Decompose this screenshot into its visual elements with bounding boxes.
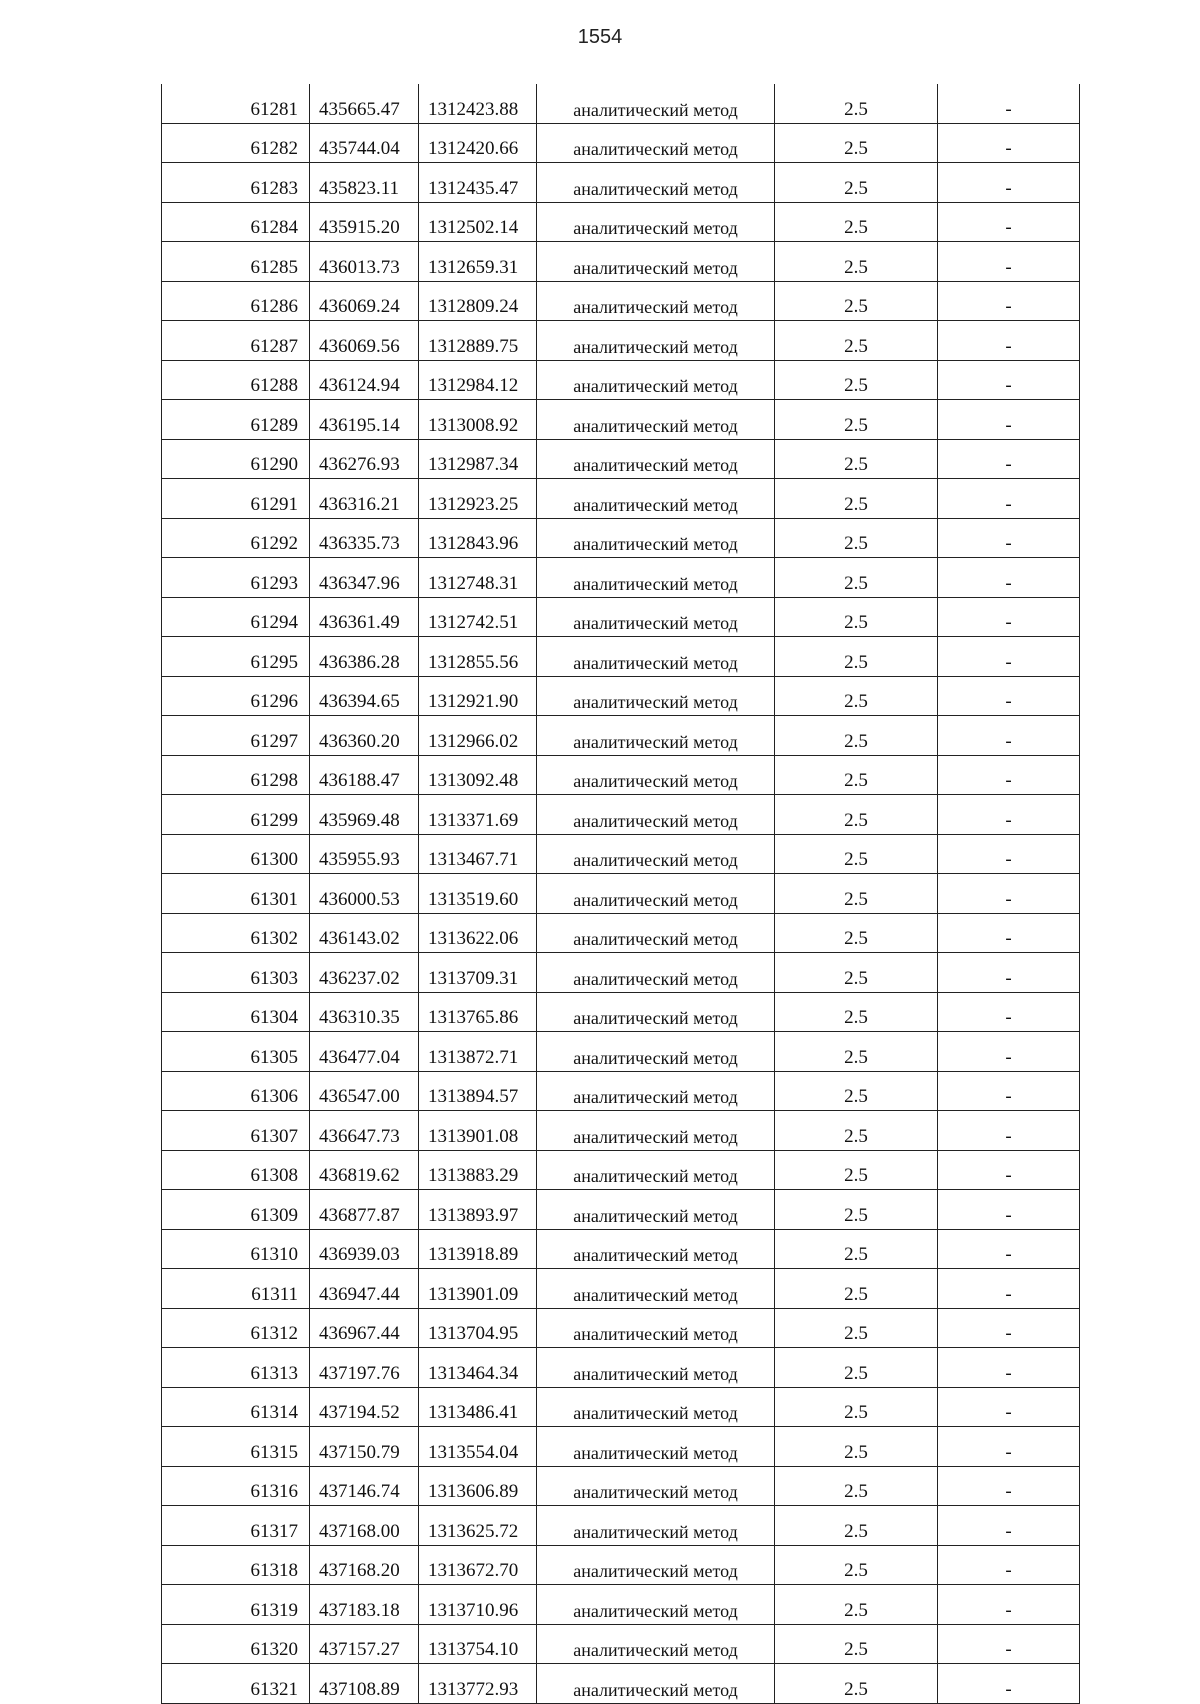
x-coordinate-cell: 435744.04	[310, 123, 419, 163]
accuracy-cell: 2.5	[775, 1308, 938, 1348]
note-cell: -	[938, 1348, 1080, 1388]
y-coordinate-cell: 1313710.96	[419, 1585, 537, 1625]
y-coordinate-cell: 1313464.34	[419, 1348, 537, 1388]
x-coordinate-cell: 436069.24	[310, 281, 419, 321]
y-coordinate-cell: 1313672.70	[419, 1545, 537, 1585]
x-coordinate-cell: 436310.35	[310, 992, 419, 1032]
method-cell: аналитический метод	[537, 795, 775, 835]
point-number-cell: 61298	[162, 755, 310, 795]
accuracy-cell: 2.5	[775, 676, 938, 716]
note-cell: -	[938, 1269, 1080, 1309]
point-number-cell: 61301	[162, 874, 310, 914]
table-row	[162, 1664, 1080, 1704]
point-number-cell: 61317	[162, 1506, 310, 1546]
method-cell: аналитический метод	[537, 242, 775, 282]
accuracy-cell: 2.5	[775, 913, 938, 953]
accuracy-cell: 2.5	[775, 834, 938, 874]
accuracy-cell: 2.5	[775, 1624, 938, 1664]
point-number-cell: 61288	[162, 360, 310, 400]
table-row	[162, 913, 1080, 953]
table-row	[162, 1545, 1080, 1585]
table-row	[162, 518, 1080, 558]
note-cell: -	[938, 242, 1080, 282]
accuracy-cell: 2.5	[775, 1387, 938, 1427]
note-cell: -	[938, 360, 1080, 400]
method-cell: аналитический метод	[537, 1269, 775, 1309]
accuracy-cell: 2.5	[775, 242, 938, 282]
method-cell: аналитический метод	[537, 953, 775, 993]
table-row	[162, 242, 1080, 282]
point-number-cell: 61307	[162, 1111, 310, 1151]
table-row	[162, 281, 1080, 321]
table-row	[162, 1624, 1080, 1664]
method-cell: аналитический метод	[537, 1545, 775, 1585]
note-cell: -	[938, 1585, 1080, 1625]
y-coordinate-cell: 1312435.47	[419, 163, 537, 203]
table-row	[162, 834, 1080, 874]
note-cell: -	[938, 1387, 1080, 1427]
x-coordinate-cell: 436335.73	[310, 518, 419, 558]
y-coordinate-cell: 1312921.90	[419, 676, 537, 716]
table-row	[162, 558, 1080, 598]
method-cell: аналитический метод	[537, 202, 775, 242]
table-row	[162, 1308, 1080, 1348]
point-number-cell: 61304	[162, 992, 310, 1032]
accuracy-cell: 2.5	[775, 795, 938, 835]
x-coordinate-cell: 436000.53	[310, 874, 419, 914]
table-row	[162, 1427, 1080, 1467]
note-cell: -	[938, 795, 1080, 835]
table-row	[162, 1190, 1080, 1230]
method-cell: аналитический метод	[537, 558, 775, 598]
y-coordinate-cell: 1312889.75	[419, 321, 537, 361]
method-cell: аналитический метод	[537, 400, 775, 440]
note-cell: -	[938, 1032, 1080, 1072]
accuracy-cell: 2.5	[775, 1190, 938, 1230]
y-coordinate-cell: 1312923.25	[419, 479, 537, 519]
x-coordinate-cell: 436967.44	[310, 1308, 419, 1348]
table-row	[162, 716, 1080, 756]
x-coordinate-cell: 436394.65	[310, 676, 419, 716]
accuracy-cell: 2.5	[775, 1506, 938, 1546]
table-row	[162, 992, 1080, 1032]
point-number-cell: 61285	[162, 242, 310, 282]
accuracy-cell: 2.5	[775, 874, 938, 914]
accuracy-cell: 2.5	[775, 1111, 938, 1151]
y-coordinate-cell: 1313765.86	[419, 992, 537, 1032]
note-cell: -	[938, 1545, 1080, 1585]
method-cell: аналитический метод	[537, 1466, 775, 1506]
method-cell: аналитический метод	[537, 755, 775, 795]
point-number-cell: 61308	[162, 1150, 310, 1190]
y-coordinate-cell: 1313918.89	[419, 1229, 537, 1269]
x-coordinate-cell: 436877.87	[310, 1190, 419, 1230]
table-body	[162, 84, 1080, 1703]
x-coordinate-cell: 437168.00	[310, 1506, 419, 1546]
method-cell: аналитический метод	[537, 518, 775, 558]
note-cell: -	[938, 558, 1080, 598]
x-coordinate-cell: 435969.48	[310, 795, 419, 835]
x-coordinate-cell: 436347.96	[310, 558, 419, 598]
method-cell: аналитический метод	[537, 123, 775, 163]
note-cell: -	[938, 439, 1080, 479]
point-number-cell: 61300	[162, 834, 310, 874]
point-number-cell: 61306	[162, 1071, 310, 1111]
table-row	[162, 1348, 1080, 1388]
method-cell: аналитический метод	[537, 1624, 775, 1664]
x-coordinate-cell: 436237.02	[310, 953, 419, 993]
x-coordinate-cell: 437108.89	[310, 1664, 419, 1704]
x-coordinate-cell: 437168.20	[310, 1545, 419, 1585]
x-coordinate-cell: 437157.27	[310, 1624, 419, 1664]
x-coordinate-cell: 436069.56	[310, 321, 419, 361]
method-cell: аналитический метод	[537, 874, 775, 914]
accuracy-cell: 2.5	[775, 755, 938, 795]
x-coordinate-cell: 437150.79	[310, 1427, 419, 1467]
note-cell: -	[938, 1229, 1080, 1269]
accuracy-cell: 2.5	[775, 558, 938, 598]
method-cell: аналитический метод	[537, 1506, 775, 1546]
y-coordinate-cell: 1313486.41	[419, 1387, 537, 1427]
point-number-cell: 61320	[162, 1624, 310, 1664]
accuracy-cell: 2.5	[775, 439, 938, 479]
accuracy-cell: 2.5	[775, 1664, 938, 1704]
x-coordinate-cell: 436124.94	[310, 360, 419, 400]
x-coordinate-cell: 436276.93	[310, 439, 419, 479]
point-number-cell: 61291	[162, 479, 310, 519]
point-number-cell: 61294	[162, 597, 310, 637]
method-cell: аналитический метод	[537, 1308, 775, 1348]
table-row	[162, 321, 1080, 361]
x-coordinate-cell: 436361.49	[310, 597, 419, 637]
note-cell: -	[938, 321, 1080, 361]
x-coordinate-cell: 436947.44	[310, 1269, 419, 1309]
method-cell: аналитический метод	[537, 360, 775, 400]
note-cell: -	[938, 992, 1080, 1032]
x-coordinate-cell: 435915.20	[310, 202, 419, 242]
point-number-cell: 61311	[162, 1269, 310, 1309]
accuracy-cell: 2.5	[775, 1032, 938, 1072]
method-cell: аналитический метод	[537, 637, 775, 677]
x-coordinate-cell: 436360.20	[310, 716, 419, 756]
point-number-cell: 61296	[162, 676, 310, 716]
y-coordinate-cell: 1312748.31	[419, 558, 537, 598]
point-number-cell: 61314	[162, 1387, 310, 1427]
point-number-cell: 61281	[162, 84, 310, 123]
x-coordinate-cell: 435823.11	[310, 163, 419, 203]
table-row	[162, 1229, 1080, 1269]
table-row	[162, 479, 1080, 519]
y-coordinate-cell: 1312502.14	[419, 202, 537, 242]
point-number-cell: 61312	[162, 1308, 310, 1348]
note-cell: -	[938, 676, 1080, 716]
method-cell: аналитический метод	[537, 676, 775, 716]
method-cell: аналитический метод	[537, 84, 775, 123]
accuracy-cell: 2.5	[775, 400, 938, 440]
method-cell: аналитический метод	[537, 1071, 775, 1111]
note-cell: -	[938, 1071, 1080, 1111]
table-row	[162, 1387, 1080, 1427]
method-cell: аналитический метод	[537, 1664, 775, 1704]
method-cell: аналитический метод	[537, 597, 775, 637]
x-coordinate-cell: 437197.76	[310, 1348, 419, 1388]
y-coordinate-cell: 1313754.10	[419, 1624, 537, 1664]
x-coordinate-cell: 436143.02	[310, 913, 419, 953]
y-coordinate-cell: 1313772.93	[419, 1664, 537, 1704]
note-cell: -	[938, 1150, 1080, 1190]
table-row	[162, 1032, 1080, 1072]
note-cell: -	[938, 163, 1080, 203]
table-row	[162, 163, 1080, 203]
note-cell: -	[938, 84, 1080, 123]
y-coordinate-cell: 1313704.95	[419, 1308, 537, 1348]
table-row	[162, 400, 1080, 440]
accuracy-cell: 2.5	[775, 1427, 938, 1467]
table-row	[162, 1585, 1080, 1625]
coordinates-table	[161, 84, 1080, 1704]
note-cell: -	[938, 1664, 1080, 1704]
accuracy-cell: 2.5	[775, 360, 938, 400]
table-row	[162, 84, 1080, 123]
note-cell: -	[938, 637, 1080, 677]
note-cell: -	[938, 597, 1080, 637]
accuracy-cell: 2.5	[775, 1585, 938, 1625]
y-coordinate-cell: 1313622.06	[419, 913, 537, 953]
point-number-cell: 61290	[162, 439, 310, 479]
note-cell: -	[938, 1427, 1080, 1467]
table-row	[162, 439, 1080, 479]
accuracy-cell: 2.5	[775, 597, 938, 637]
accuracy-cell: 2.5	[775, 163, 938, 203]
accuracy-cell: 2.5	[775, 84, 938, 123]
method-cell: аналитический метод	[537, 1387, 775, 1427]
accuracy-cell: 2.5	[775, 992, 938, 1032]
note-cell: -	[938, 281, 1080, 321]
point-number-cell: 61286	[162, 281, 310, 321]
accuracy-cell: 2.5	[775, 1150, 938, 1190]
note-cell: -	[938, 1506, 1080, 1546]
note-cell: -	[938, 953, 1080, 993]
method-cell: аналитический метод	[537, 439, 775, 479]
note-cell: -	[938, 834, 1080, 874]
y-coordinate-cell: 1313894.57	[419, 1071, 537, 1111]
note-cell: -	[938, 913, 1080, 953]
accuracy-cell: 2.5	[775, 716, 938, 756]
method-cell: аналитический метод	[537, 1585, 775, 1625]
table-row	[162, 360, 1080, 400]
accuracy-cell: 2.5	[775, 637, 938, 677]
table-row	[162, 637, 1080, 677]
accuracy-cell: 2.5	[775, 321, 938, 361]
y-coordinate-cell: 1313092.48	[419, 755, 537, 795]
point-number-cell: 61297	[162, 716, 310, 756]
y-coordinate-cell: 1313519.60	[419, 874, 537, 914]
note-cell: -	[938, 518, 1080, 558]
point-number-cell: 61309	[162, 1190, 310, 1230]
table-row	[162, 202, 1080, 242]
page-number: 1554	[577, 26, 623, 48]
point-number-cell: 61313	[162, 1348, 310, 1388]
y-coordinate-cell: 1313625.72	[419, 1506, 537, 1546]
y-coordinate-cell: 1313883.29	[419, 1150, 537, 1190]
method-cell: аналитический метод	[537, 1348, 775, 1388]
x-coordinate-cell: 437146.74	[310, 1466, 419, 1506]
table-row	[162, 874, 1080, 914]
y-coordinate-cell: 1313901.08	[419, 1111, 537, 1151]
table-row	[162, 953, 1080, 993]
note-cell: -	[938, 123, 1080, 163]
table-row	[162, 1269, 1080, 1309]
method-cell: аналитический метод	[537, 281, 775, 321]
note-cell: -	[938, 1466, 1080, 1506]
table-row	[162, 1506, 1080, 1546]
method-cell: аналитический метод	[537, 479, 775, 519]
note-cell: -	[938, 202, 1080, 242]
x-coordinate-cell: 436939.03	[310, 1229, 419, 1269]
note-cell: -	[938, 400, 1080, 440]
x-coordinate-cell: 437183.18	[310, 1585, 419, 1625]
table-row	[162, 597, 1080, 637]
y-coordinate-cell: 1313606.89	[419, 1466, 537, 1506]
y-coordinate-cell: 1312659.31	[419, 242, 537, 282]
method-cell: аналитический метод	[537, 834, 775, 874]
method-cell: аналитический метод	[537, 321, 775, 361]
accuracy-cell: 2.5	[775, 1229, 938, 1269]
y-coordinate-cell: 1313872.71	[419, 1032, 537, 1072]
point-number-cell: 61318	[162, 1545, 310, 1585]
note-cell: -	[938, 716, 1080, 756]
method-cell: аналитический метод	[537, 1111, 775, 1151]
y-coordinate-cell: 1312966.02	[419, 716, 537, 756]
point-number-cell: 61321	[162, 1664, 310, 1704]
accuracy-cell: 2.5	[775, 123, 938, 163]
note-cell: -	[938, 1190, 1080, 1230]
accuracy-cell: 2.5	[775, 518, 938, 558]
y-coordinate-cell: 1312987.34	[419, 439, 537, 479]
y-coordinate-cell: 1313709.31	[419, 953, 537, 993]
y-coordinate-cell: 1313901.09	[419, 1269, 537, 1309]
point-number-cell: 61282	[162, 123, 310, 163]
point-number-cell: 61316	[162, 1466, 310, 1506]
y-coordinate-cell: 1312742.51	[419, 597, 537, 637]
point-number-cell: 61303	[162, 953, 310, 993]
method-cell: аналитический метод	[537, 1229, 775, 1269]
table-row	[162, 755, 1080, 795]
x-coordinate-cell: 436195.14	[310, 400, 419, 440]
x-coordinate-cell: 436547.00	[310, 1071, 419, 1111]
point-number-cell: 61315	[162, 1427, 310, 1467]
note-cell: -	[938, 479, 1080, 519]
point-number-cell: 61287	[162, 321, 310, 361]
point-number-cell: 61319	[162, 1585, 310, 1625]
x-coordinate-cell: 437194.52	[310, 1387, 419, 1427]
point-number-cell: 61283	[162, 163, 310, 203]
method-cell: аналитический метод	[537, 716, 775, 756]
method-cell: аналитический метод	[537, 1427, 775, 1467]
accuracy-cell: 2.5	[775, 1269, 938, 1309]
accuracy-cell: 2.5	[775, 953, 938, 993]
note-cell: -	[938, 1111, 1080, 1151]
x-coordinate-cell: 435665.47	[310, 84, 419, 123]
y-coordinate-cell: 1312423.88	[419, 84, 537, 123]
x-coordinate-cell: 436013.73	[310, 242, 419, 282]
x-coordinate-cell: 435955.93	[310, 834, 419, 874]
accuracy-cell: 2.5	[775, 1071, 938, 1111]
x-coordinate-cell: 436386.28	[310, 637, 419, 677]
table-row	[162, 795, 1080, 835]
y-coordinate-cell: 1312843.96	[419, 518, 537, 558]
method-cell: аналитический метод	[537, 913, 775, 953]
accuracy-cell: 2.5	[775, 1466, 938, 1506]
point-number-cell: 61302	[162, 913, 310, 953]
y-coordinate-cell: 1313371.69	[419, 795, 537, 835]
x-coordinate-cell: 436477.04	[310, 1032, 419, 1072]
note-cell: -	[938, 1308, 1080, 1348]
accuracy-cell: 2.5	[775, 202, 938, 242]
y-coordinate-cell: 1313893.97	[419, 1190, 537, 1230]
note-cell: -	[938, 1624, 1080, 1664]
table-row	[162, 676, 1080, 716]
method-cell: аналитический метод	[537, 1032, 775, 1072]
point-number-cell: 61289	[162, 400, 310, 440]
table-row	[162, 1466, 1080, 1506]
accuracy-cell: 2.5	[775, 479, 938, 519]
x-coordinate-cell: 436647.73	[310, 1111, 419, 1151]
note-cell: -	[938, 874, 1080, 914]
accuracy-cell: 2.5	[775, 281, 938, 321]
y-coordinate-cell: 1313554.04	[419, 1427, 537, 1467]
note-cell: -	[938, 755, 1080, 795]
point-number-cell: 61299	[162, 795, 310, 835]
table-row	[162, 1111, 1080, 1151]
table-row	[162, 1150, 1080, 1190]
method-cell: аналитический метод	[537, 163, 775, 203]
accuracy-cell: 2.5	[775, 1348, 938, 1388]
x-coordinate-cell: 436188.47	[310, 755, 419, 795]
point-number-cell: 61292	[162, 518, 310, 558]
method-cell: аналитический метод	[537, 992, 775, 1032]
y-coordinate-cell: 1312420.66	[419, 123, 537, 163]
y-coordinate-cell: 1312809.24	[419, 281, 537, 321]
x-coordinate-cell: 436316.21	[310, 479, 419, 519]
accuracy-cell: 2.5	[775, 1545, 938, 1585]
table-row	[162, 123, 1080, 163]
point-number-cell: 61305	[162, 1032, 310, 1072]
method-cell: аналитический метод	[537, 1150, 775, 1190]
method-cell: аналитический метод	[537, 1190, 775, 1230]
point-number-cell: 61295	[162, 637, 310, 677]
point-number-cell: 61293	[162, 558, 310, 598]
point-number-cell: 61284	[162, 202, 310, 242]
x-coordinate-cell: 436819.62	[310, 1150, 419, 1190]
table-row	[162, 1071, 1080, 1111]
y-coordinate-cell: 1313008.92	[419, 400, 537, 440]
y-coordinate-cell: 1312855.56	[419, 637, 537, 677]
point-number-cell: 61310	[162, 1229, 310, 1269]
y-coordinate-cell: 1312984.12	[419, 360, 537, 400]
y-coordinate-cell: 1313467.71	[419, 834, 537, 874]
